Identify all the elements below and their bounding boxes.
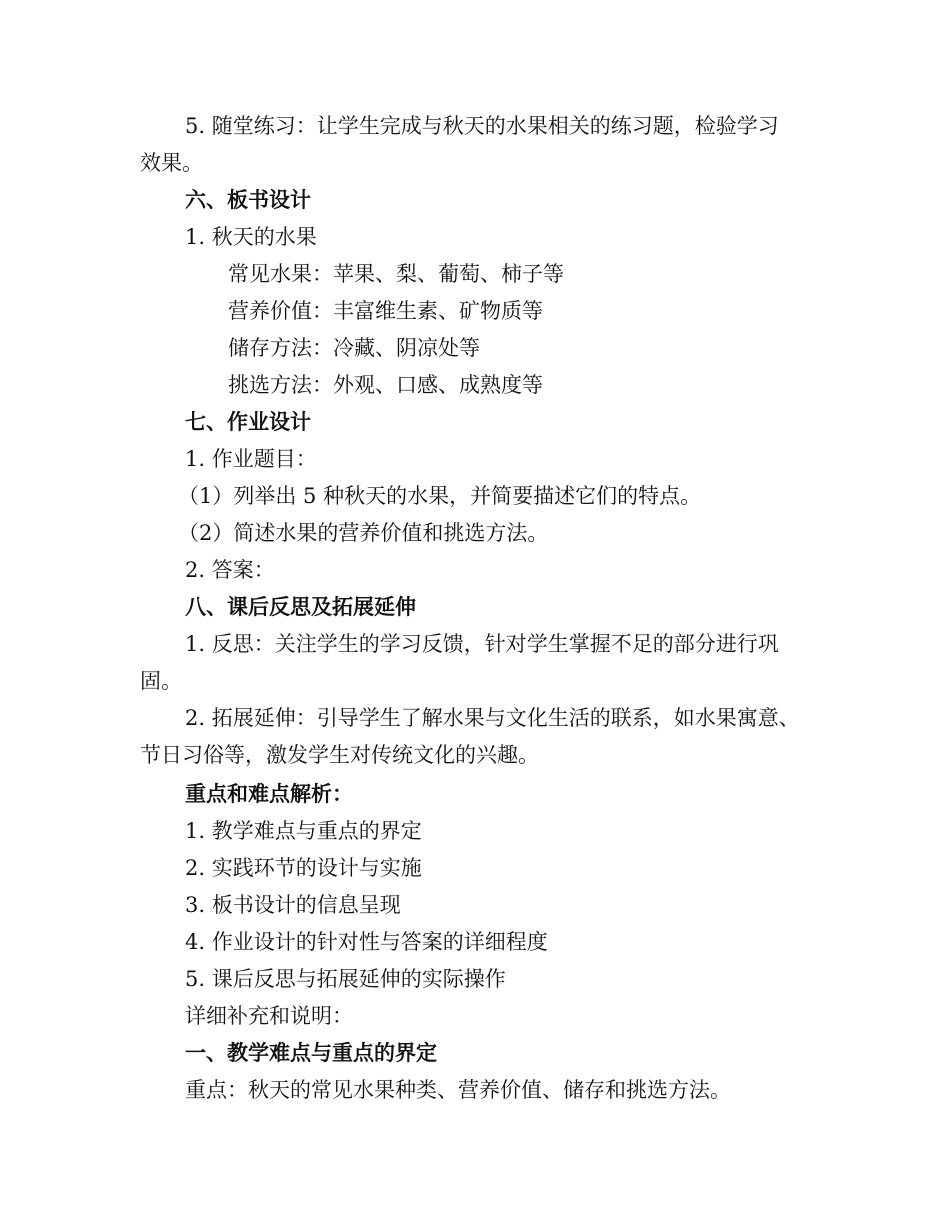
reflection-item-line-2: 固。 [140, 669, 182, 693]
key-point-summary: 重点：秋天的常见水果种类、营养价值、储存和挑选方法。 [185, 1078, 731, 1102]
section-heading-key-points: 重点和难点解析： [185, 781, 353, 806]
section-heading-key-difficulties: 一、教学难点与重点的界定 [185, 1040, 437, 1065]
homework-item-questions: 1. 作业题目： [185, 447, 317, 471]
extension-item-line-1: 2. 拓展延伸：引导学生了解水果与文化生活的联系，如水果寓意、 [185, 706, 800, 730]
board-subitem-common-fruits: 常见水果：苹果、梨、葡萄、柿子等 [228, 262, 564, 286]
board-item-title: 1. 秋天的水果 [185, 225, 317, 249]
section-heading-board-design: 六、板书设计 [185, 187, 311, 212]
key-point-item-4: 4. 作业设计的针对性与答案的详细程度 [185, 930, 548, 954]
board-subitem-storage: 储存方法：冷藏、阴凉处等 [228, 336, 480, 360]
section-heading-reflection: 八、课后反思及拓展延伸 [185, 594, 416, 619]
key-point-item-2: 2. 实践环节的设计与实施 [185, 856, 422, 880]
reflection-item-line-1: 1. 反思：关注学生的学习反馈，针对学生掌握不足的部分进行巩 [185, 632, 779, 656]
key-point-item-1: 1. 教学难点与重点的界定 [185, 819, 422, 843]
key-point-item-5: 5. 课后反思与拓展延伸的实际操作 [185, 967, 506, 991]
key-point-item-3: 3. 板书设计的信息呈现 [185, 893, 401, 917]
supplement-heading: 详细补充和说明： [185, 1004, 353, 1028]
homework-question-2: （2）简述水果的营养价值和挑选方法。 [178, 521, 549, 545]
homework-question-1: （1）列举出 5 种秋天的水果，并简要描述它们的特点。 [178, 484, 702, 508]
extension-item-line-2: 节日习俗等，激发学生对传统文化的兴趣。 [140, 743, 539, 767]
board-subitem-nutrition: 营养价值：丰富维生素、矿物质等 [228, 299, 543, 323]
board-subitem-selection: 挑选方法：外观、口感、成熟度等 [228, 373, 543, 397]
practice-item-line-1: 5. 随堂练习：让学生完成与秋天的水果相关的练习题，检验学习 [185, 114, 779, 138]
practice-item-line-2: 效果。 [140, 151, 203, 175]
homework-item-answers: 2. 答案： [185, 558, 275, 582]
section-heading-homework: 七、作业设计 [185, 409, 311, 434]
